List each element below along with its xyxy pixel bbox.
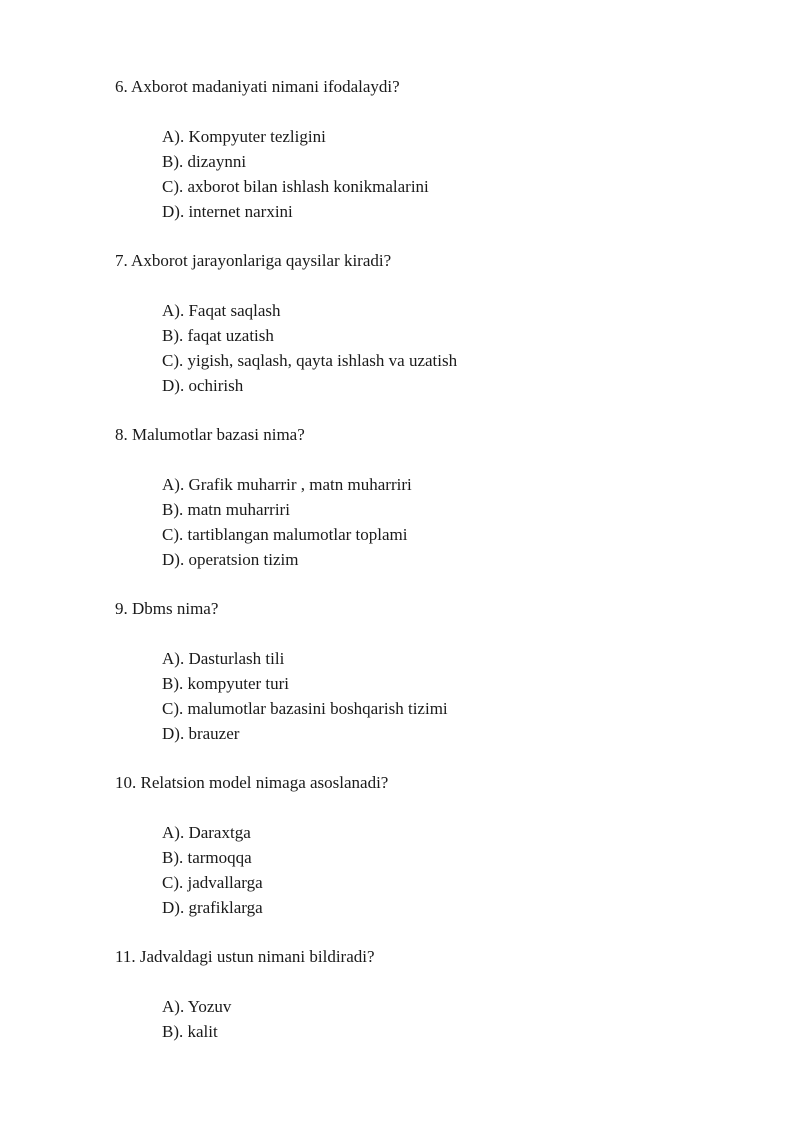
question-11: 11. Jadvaldagi ustun nimani bildiradi? — [115, 947, 375, 966]
question-8-option-a: A). Grafik muharrir , matn muharriri — [162, 475, 412, 494]
question-8-option-d: D). operatsion tizim — [162, 550, 299, 569]
question-6: 6. Axborot madaniyati nimani ifodalaydi? — [115, 77, 400, 96]
question-9-option-b: B). kompyuter turi — [162, 674, 290, 693]
question-8-option-b: B). matn muharriri — [162, 500, 290, 519]
question-6-option-d: D). internet narxini — [162, 202, 293, 221]
question-7-option-c: C). yigish, saqlash, qayta ishlash va uzatish — [162, 351, 458, 370]
question-7-option-a: A). Faqat saqlash — [162, 301, 281, 320]
question-9-option-d: D). brauzer — [162, 724, 240, 743]
question-8-option-c: C). tartiblangan malumotlar toplami — [162, 525, 408, 544]
question-10-option-d: D). grafiklarga — [162, 898, 263, 917]
question-10: 10. Relatsion model nimaga asoslanadi? — [115, 773, 389, 792]
question-9: 9. Dbms nima? — [115, 599, 219, 618]
question-7: 7. Axborot jarayonlariga qaysilar kiradi? — [115, 251, 392, 270]
question-9-option-a: A). Dasturlash tili — [162, 649, 285, 668]
question-11-option-b: B). kalit — [162, 1022, 218, 1041]
question-6-option-a: A). Kompyuter tezligini — [162, 127, 326, 146]
question-10-option-a: A). Daraxtga — [162, 823, 251, 842]
question-7-option-b: B). faqat uzatish — [162, 326, 274, 345]
question-10-option-c: C). jadvallarga — [162, 873, 263, 892]
question-6-option-c: C). axborot bilan ishlash konikmalarini — [162, 177, 429, 196]
question-8: 8. Malumotlar bazasi nima? — [115, 425, 305, 444]
question-10-option-b: B). tarmoqqa — [162, 848, 252, 867]
question-7-option-d: D). ochirish — [162, 376, 244, 395]
question-11-option-a: A). Yozuv — [162, 997, 232, 1016]
question-6-option-b: B). dizaynni — [162, 152, 247, 171]
question-9-option-c: C). malumotlar bazasini boshqarish tizimi — [162, 699, 448, 718]
